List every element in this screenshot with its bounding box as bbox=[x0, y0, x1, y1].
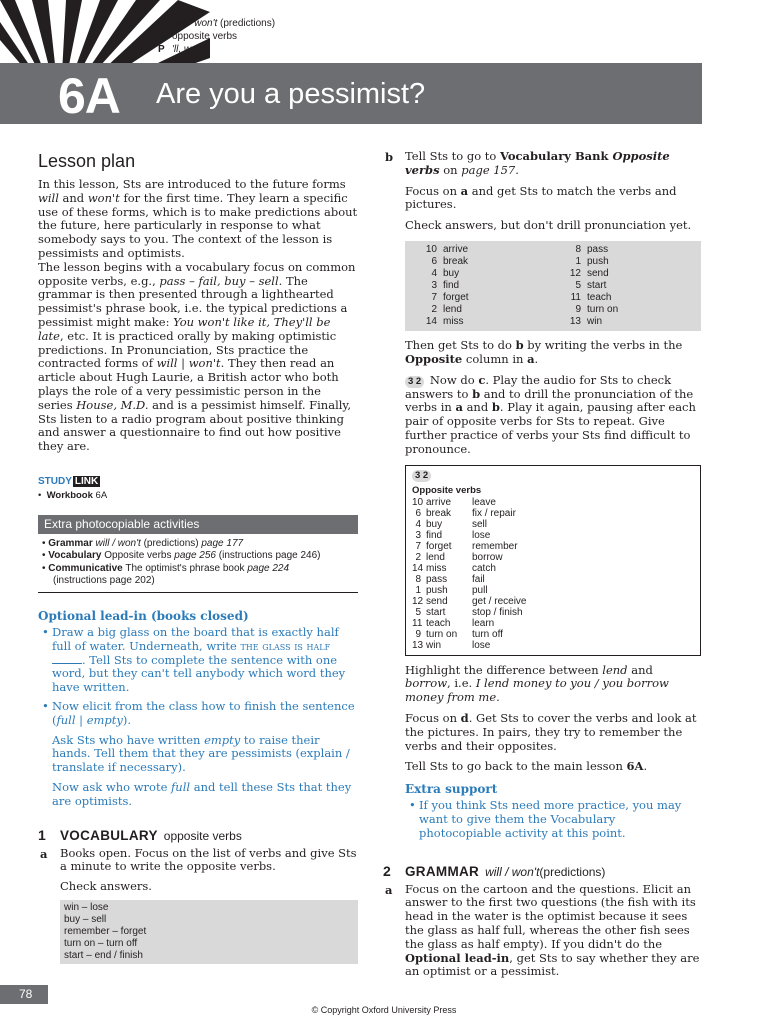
answer-number: 12 bbox=[569, 267, 581, 279]
answer-verb: break bbox=[443, 255, 469, 267]
opposite-verb: pull bbox=[472, 584, 488, 596]
answer-number: 3 bbox=[431, 279, 437, 291]
answer-number: 10 bbox=[425, 243, 437, 255]
unit-banner bbox=[0, 63, 702, 124]
after-box-paragraph-1: Highlight the difference between lend and borrow, i.e. I lend money to you / you borrow money from me. bbox=[405, 662, 669, 705]
vocabulary-answers-box bbox=[60, 900, 358, 964]
verb-number: 8 bbox=[415, 573, 421, 585]
list-item: • Communicative The optimist's phrase book page 224 bbox=[42, 562, 290, 574]
opposite-verb: turn off bbox=[472, 628, 503, 640]
answer-number: 4 bbox=[431, 267, 437, 279]
opposite-verb: get / receive bbox=[472, 595, 527, 607]
answer-verb: send bbox=[587, 267, 609, 279]
workbook-reference: • Workbook 6A bbox=[38, 489, 108, 501]
unit-title: Are you a pessimist? bbox=[156, 78, 426, 110]
verb: arrive bbox=[426, 496, 452, 508]
opposite-verb: stop / finish bbox=[472, 606, 523, 618]
verb-number: 13 bbox=[412, 639, 424, 651]
lesson-plan-paragraph-2: The lesson begins with a vocabulary focus on common opposite verbs, e.g., pass – fail, buy – sell. The grammar is then presented through a lighthearted pessimist's phrase book, i.e. the typical predictions a pessimist might make: You won't like it, They'll be late, etc. It is practiced orally by making optimistic predictions. In Pronunciation, Sts practice the contracted forms of will | won't. They then read an article about Hugh Laurie, a British actor who both plays the role of a very pessimistic person in the series House, M.D. and is a pessimist himself. Finally, Sts listen to a radio program about positive thinking and answer a questionnaire to find out how positive they are. bbox=[38, 259, 356, 454]
answer-number: 11 bbox=[570, 291, 581, 303]
verb: miss bbox=[426, 562, 447, 574]
list-item: remember – forget bbox=[64, 925, 147, 937]
list-item: buy – sell bbox=[64, 913, 107, 925]
after-box-paragraph-3: Tell Sts to go back to the main lesson 6A. bbox=[405, 759, 648, 774]
grammar-section-heading: 2 GRAMMAR will / won't (predictions) bbox=[383, 862, 606, 879]
verb-number: 3 bbox=[415, 529, 421, 541]
verb: win bbox=[426, 639, 442, 651]
audio-script-box bbox=[405, 465, 701, 656]
answer-verb: find bbox=[443, 279, 460, 291]
list-item: • Vocabulary Opposite verbs page 256 (instructions page 246) bbox=[42, 550, 321, 562]
verb: find bbox=[426, 529, 443, 541]
answer-verb: arrive bbox=[443, 243, 469, 255]
answer-verb: turn on bbox=[587, 303, 619, 315]
answer-number: 7 bbox=[431, 291, 437, 303]
opposite-verb: catch bbox=[472, 562, 496, 574]
verb: buy bbox=[426, 518, 443, 530]
vocab-b-paragraph-4: Then get Sts to do b by writing the verbs in the Opposite column in a. bbox=[405, 337, 683, 366]
list-item: (instructions page 202) bbox=[53, 575, 155, 587]
verb: pass bbox=[426, 573, 448, 585]
answer-number: 8 bbox=[575, 243, 581, 255]
lesson-plan-paragraph-1: In this lesson, Sts are introduced to the future forms will and won't for the first time. They learn a specific use of these forms, which is to make predictions about the future, here particularly in response to what somebody says to you. The context of the lesson is pessimists and optimists. bbox=[38, 177, 358, 260]
lesson-plan-title: Lesson plan bbox=[38, 151, 136, 171]
vocab-c-paragraph: 3 2 Now do c. Play the audio for Sts to check answers to b and to drill the pronunciation of the verbs in a and b. Play it again, pausing after each pair of opposite verbs for Sts to repeat. Give further practice of verbs your Sts find difficult to pronounce. bbox=[405, 372, 696, 456]
answer-verb: pass bbox=[587, 243, 609, 255]
leadin-paragraph: Now ask who wrote full and tell these Sts that they are optimists. bbox=[52, 779, 352, 808]
verb: push bbox=[426, 584, 448, 596]
answer-number: 13 bbox=[569, 315, 581, 327]
vocab-bank-answers bbox=[405, 241, 701, 331]
verb-number: 2 bbox=[415, 551, 421, 563]
audio-icon: 3 2 bbox=[412, 470, 431, 482]
opposite-verb: lose bbox=[472, 529, 491, 541]
verb-number: 5 bbox=[415, 606, 421, 618]
verb: start bbox=[426, 606, 446, 618]
vocabulary-section-heading: 1 VOCABULARY opposite verbs bbox=[38, 826, 242, 843]
opposite-verb: sell bbox=[472, 518, 488, 530]
audio-script-title: Opposite verbs bbox=[412, 484, 482, 496]
verb: teach bbox=[426, 617, 451, 629]
answer-verb: win bbox=[587, 315, 603, 327]
verb: turn on bbox=[426, 628, 458, 640]
verb-number: 11 bbox=[412, 617, 423, 629]
leadin-paragraph: Ask Sts who have written empty to raise their hands. Tell them that they are pessimists (explain / translate if necessary). bbox=[52, 732, 350, 775]
verb-number: 6 bbox=[415, 507, 421, 519]
verb-number: 9 bbox=[415, 628, 421, 640]
verb-number: 10 bbox=[412, 496, 424, 508]
optional-leadin-title: Optional lead-in (books closed) bbox=[38, 608, 249, 623]
answer-number: 5 bbox=[575, 279, 581, 291]
verb-number: 1 bbox=[415, 584, 421, 596]
vocabulary-item-b: b Tell Sts to go to Vocabulary Bank Opposite verbs on page 157. Focus on a and get Sts to match the verbs and pictures. Check answers, but don't drill pronunciation yet. bbox=[405, 150, 701, 233]
opposite-verb: fix / repair bbox=[472, 507, 516, 519]
audio-icon: 3 2 bbox=[405, 376, 424, 388]
lesson-focus-tags bbox=[158, 17, 275, 56]
extra-activities-list bbox=[38, 538, 358, 588]
opposite-verb: borrow bbox=[472, 551, 503, 563]
right-column bbox=[383, 149, 701, 979]
unit-number: 6A bbox=[58, 68, 120, 124]
opposite-verb: learn bbox=[472, 617, 495, 629]
divider bbox=[38, 592, 358, 593]
list-item: • Now elicit from the class how to finish the sentence (full | empty). bbox=[42, 698, 355, 727]
tag-vocabulary: V opposite verbs bbox=[158, 31, 238, 42]
grammar-item-a: a Focus on the cartoon and the questions. Elicit an answer to the first two questions (the fish with its head in the water is the optimist because it sees the glass as half full, whereas the other fish sees the glass as half empty). If you didn't do the Optional lead-in, get Sts to say whether they are an optimist or a pessimist. bbox=[385, 881, 700, 979]
verb: break bbox=[426, 507, 452, 519]
after-box-paragraph-2: Focus on d. Get Sts to cover the verbs and look at the pictures. In pairs, they try to remember the verbs and their opposites. bbox=[405, 710, 697, 753]
answer-number: 1 bbox=[575, 255, 581, 267]
vocabulary-item-a: a Books open. Focus on the list of verbs and give Sts a minute to write the opposite verbs. Check answers. win – lose buy – sell remember – forget turn on – turn off start – end / finish bbox=[38, 847, 358, 964]
answer-verb: teach bbox=[587, 291, 612, 303]
answer-verb: buy bbox=[443, 267, 460, 279]
answer-number: 6 bbox=[431, 255, 437, 267]
study-link-label: STUDY LINK bbox=[38, 475, 99, 487]
answer-number: 9 bbox=[575, 303, 581, 315]
tag-pronunciation: P 'll, won't bbox=[158, 44, 207, 55]
answer-verb: forget bbox=[443, 291, 469, 303]
copyright-notice: © Copyright Oxford University Press bbox=[311, 1005, 457, 1015]
vocab-b-paragraph-3: Check answers, but don't drill pronunciation yet. bbox=[405, 218, 692, 233]
verb-number: 12 bbox=[412, 595, 424, 607]
tag-grammar: G will / won't (predictions) bbox=[158, 18, 276, 29]
left-column bbox=[38, 150, 358, 964]
list-item: start – end / finish bbox=[64, 949, 143, 961]
vocab-b-paragraph-2: Focus on a and get Sts to match the verbs and pictures. bbox=[405, 183, 677, 212]
opposite-verb: remember bbox=[472, 540, 518, 552]
opposite-verb: fail bbox=[472, 573, 485, 585]
answer-verb: miss bbox=[443, 315, 464, 327]
verb-number: 4 bbox=[415, 518, 421, 530]
vocab-b-paragraph-1: Tell Sts to go to Vocabulary Bank Opposite verbs on page 157. bbox=[405, 149, 670, 177]
page-number: 78 bbox=[0, 985, 48, 1004]
list-item: win – lose bbox=[64, 901, 109, 913]
list-item: • If you think Sts need more practice, you may want to give them the Vocabulary photocopiable activity at this point. bbox=[409, 798, 682, 840]
answer-verb: push bbox=[587, 255, 609, 267]
list-item: turn on – turn off bbox=[64, 937, 138, 949]
verb-number: 7 bbox=[415, 540, 421, 552]
list-item: • Grammar will / won't (predictions) page 177 bbox=[42, 537, 244, 549]
list-item: • Draw a big glass on the board that is exactly half full of water. Underneath, write the glass is half . Tell Sts to complete the sentence with one word, but they can't tell anybody which word they have written. bbox=[42, 624, 346, 695]
extra-support-title: Extra support bbox=[405, 782, 498, 797]
answer-number: 14 bbox=[425, 315, 437, 327]
extra-activities-title: Extra photocopiable activities bbox=[38, 515, 358, 534]
verb: send bbox=[426, 595, 448, 607]
answer-verb: start bbox=[587, 279, 607, 291]
verb-number: 14 bbox=[412, 562, 424, 574]
opposite-verb: lose bbox=[472, 639, 491, 651]
verb: forget bbox=[426, 540, 452, 552]
answer-verb: lend bbox=[443, 303, 462, 315]
opposite-verb: leave bbox=[472, 496, 496, 508]
verb: lend bbox=[426, 551, 445, 563]
answer-number: 2 bbox=[431, 303, 437, 315]
